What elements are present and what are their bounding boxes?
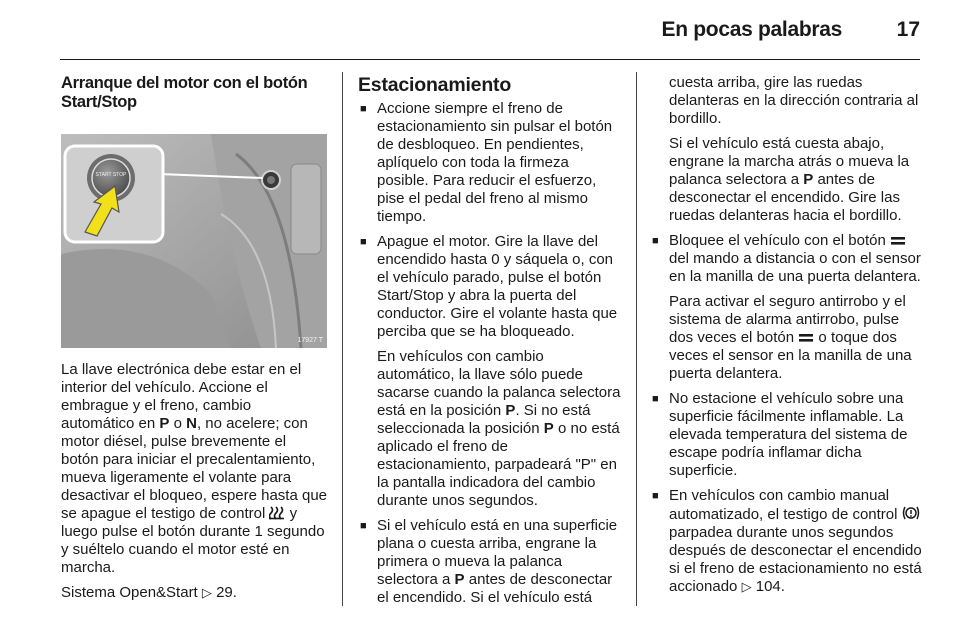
list-item: ■ Si el vehículo está en una superficie plana o cuesta arriba, engrane la primera o mueva la palanca selectora a P antes de desconectar el encendido. Si el vehículo está [358, 517, 623, 607]
list-item: ■ En vehículos con cambio manual automatizado, el testigo de control parpadea durante unos segundos después de desconectar el encendido si el freno de estacionamiento no está accionado ▷ 104. [650, 487, 922, 596]
page-ref-link[interactable]: 29. [216, 584, 237, 601]
button-label: START STOP [95, 172, 127, 178]
page-number: 17 [896, 18, 920, 41]
list-item-detail: Para activar el seguro antirrobo y el sistema de alarma antirrobo, pulse dos veces el botón o toque dos veces el sensor en la manilla de una puerta delantera. [669, 293, 912, 382]
list-item: ■ Bloquee el vehículo con el botón del mando a distancia o con el sensor en la manilla de una puerta delantera. [650, 232, 922, 286]
list-item-detail: Si el vehículo está cuesta abajo, engrane la marcha atrás o mueva la palanca selectora a P antes de desconectar el encendido. Gire las ruedas delanteras hacia el bordillo. [669, 135, 910, 224]
glow-plug-icon [269, 506, 285, 520]
list-item-detail: En vehículos con cambio automático, la llave sólo puede sacarse cuando la palanca selectora está en la posición P. Si no está seleccionada la posición P o no está aplicado el freno de estacionamiento, parpadeará "P" en la pantalla indicadora del cambio durante unos segundos. [377, 348, 621, 509]
column-2 [358, 74, 623, 614]
image-code: 17927 T [297, 337, 323, 344]
section-heading-start-stop: Arranque del motor con el botón Start/Stop [61, 74, 308, 111]
column-divider [342, 72, 343, 606]
page-header [0, 0, 960, 62]
paragraph-start-instructions: La llave electrónica debe estar en el interior del vehículo. Accione el embrague y el freno, cambio automático en P o N, no acelere; con motor diésel, pulse brevemente el botón para iniciar el precalentamiento, mueva ligeramente el volante para desactivar el bloqueo, espere hasta que se apague el testigo de control y luego pulse el botón durante 1 segundo y suéltelo cuando el motor esté en marcha. [61, 361, 328, 576]
section-heading-parking: Estacionamiento [358, 74, 512, 96]
start-stop-illustration [61, 134, 327, 348]
header-title: En pocas palabras [661, 18, 842, 41]
ref-arrow-icon: ▷ [201, 585, 212, 600]
brake-warning-icon [902, 505, 920, 521]
column-1 [61, 74, 327, 609]
header-rule [60, 59, 920, 60]
lock-icon [798, 332, 814, 344]
column-3 [650, 74, 922, 603]
list-item: ■ Apague el motor. Gire la llave del encendido hasta 0 y sáquela o, con el vehículo parado, pulse el botón Start/Stop y abra la puerta del conductor. Gire el volante hasta que perciba que se ha bloqueado. [358, 233, 623, 341]
list-item-continued: cuesta arriba, gire las ruedas delanteras en la dirección contraria al bordillo. [669, 74, 919, 127]
page-ref-link[interactable]: 104. [755, 578, 785, 595]
list-item: ■ Accione siempre el freno de estacionamiento sin pulsar el botón de desbloqueo. En pendientes, aplíquelo con toda la firmeza posible. Para reducir el esfuerzo, pise el pedal del freno al mismo tiempo. [358, 100, 623, 226]
column-divider [636, 72, 637, 606]
list-item: ■ No estacione el vehículo sobre una superficie fácilmente inflamable. La elevada temperatura del sistema de escape podría inflamar dicha superficie. [650, 390, 922, 480]
ref-arrow-icon: ▷ [741, 579, 752, 594]
paragraph-open-start-ref: Sistema Open&Start ▷ 29. [61, 584, 237, 601]
lock-icon [890, 235, 906, 247]
